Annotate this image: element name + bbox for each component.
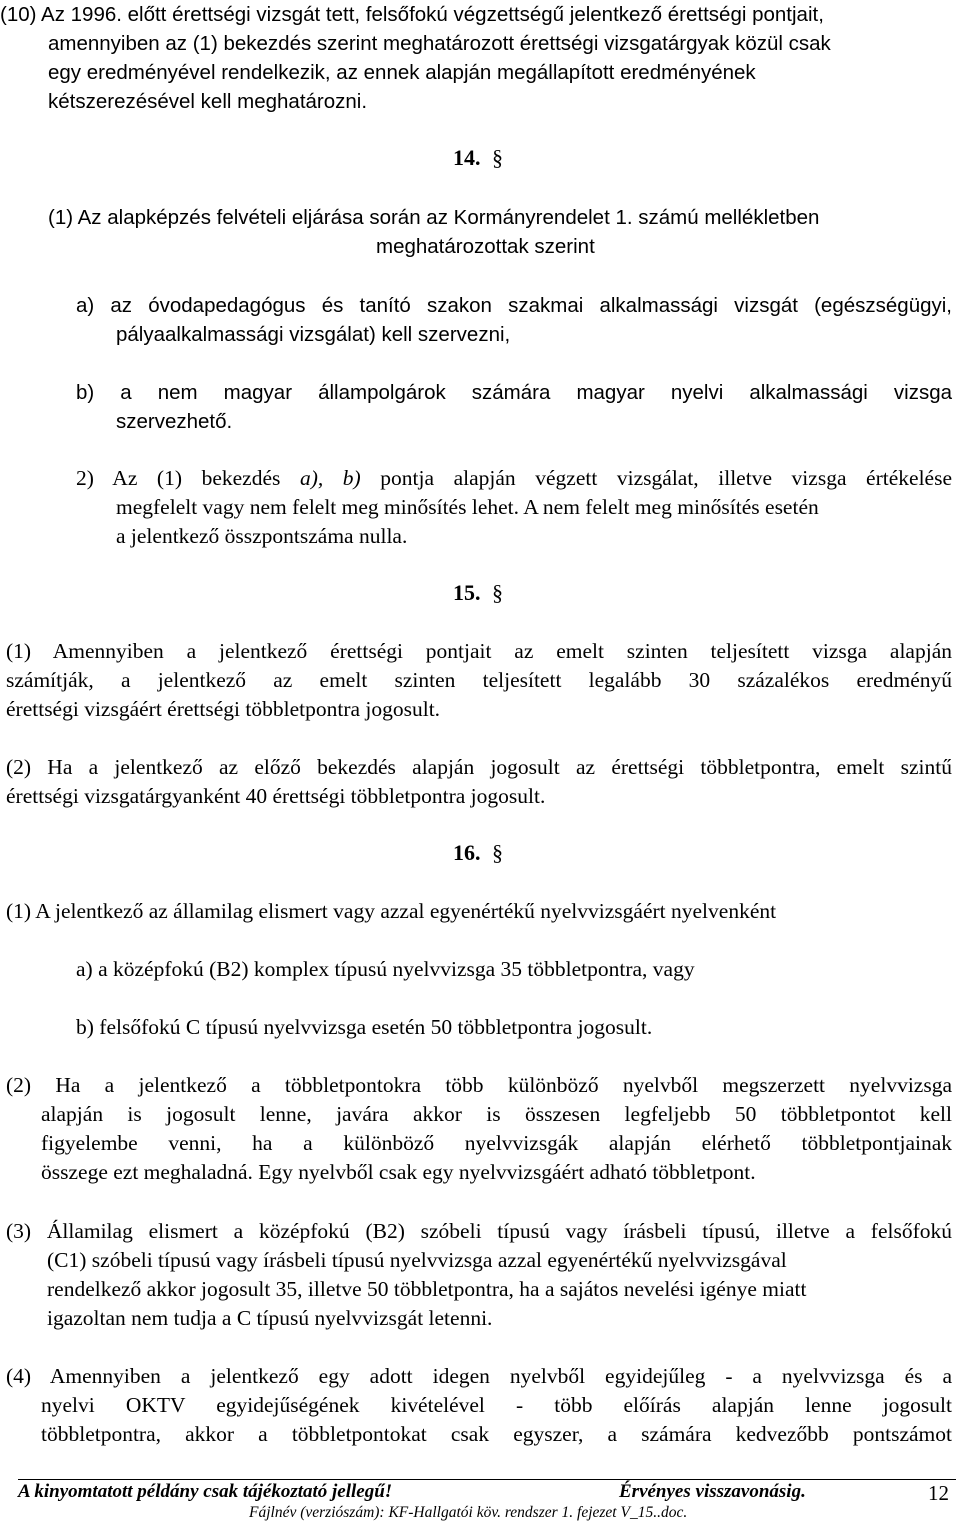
section-15-p2-line-2: érettségi vizsgatárgyanként 40 érettségi többletpontra jogosult. [6,784,546,808]
section-16-p2-line-4: összege ezt meghaladná. Egy nyelvből csak egy nyelvvizsgáért adható többletpont. [41,1160,756,1184]
section-14-item-a-line-1: a) az óvodapedagógus és tanító szakon szakmai alkalmassági vizsgát (egészségügyi, [76,294,952,317]
section-16-p3-line-3: rendelkező akkor jogosult 35, illetve 50 többletpontra, ha a sajátos nevelési igénye miatt [47,1277,807,1301]
section-16-p4-line-3: többletpontra, akkor a többletpontokat csak egyszer, a számára kedvezőbb pontszámot [41,1422,952,1446]
section-15-p2-line-1: (2) Ha a jelentkező az előző bekezdés alapján jogosult az érettségi többletpontra, emelt szintű [6,755,952,779]
section-14-item-a-line-2: pályaalkalmassági vizsgálat) kell szervezni, [116,323,511,346]
footer-filename: Fájlnév (verziószám): KF-Hallgatói köv. rendszer 1. fejezet V_15..doc. [249,1504,688,1521]
section-16-item-b: b) felsőfokú C típusú nyelvvizsga esetén 50 többletpontra jogosult. [76,1015,653,1039]
footer-divider [18,1479,956,1480]
footer-validity: Érvényes visszavonásig. [619,1481,806,1502]
section-16-p3-line-1: (3) Államilag elismert a középfokú (B2) szóbeli típusú vagy írásbeli típusú, illetve a felsőfokú [6,1219,952,1243]
section-15-p1-line-1: (1) Amennyiben a jelentkező érettségi pontjait az emelt szinten teljesített vizsga alapján [6,639,952,663]
section-16-p1: (1) A jelentkező az államilag elismert vagy azzal egyenértékű nyelvvizsgáért nyelvenként [6,899,777,923]
section-16-p4-line-2: nyelvi OKTV egyidejűségének kivételével - több előírás alapján lenne jogosult [41,1393,952,1417]
section-16-p3-line-4: igazoltan nem tudja a C típusú nyelvvizsgát letenni. [47,1306,493,1330]
para-10-line-2: amennyiben az (1) bekezdés szerint meghatározott érettségi vizsgatárgyak közül csak [48,32,831,55]
section-16-number: 16. [453,840,481,865]
section-16-p2-line-1: (2) Ha a jelentkező a többletpontokra több különböző nyelvből megszerzett nyelvvizsga [6,1073,952,1097]
section-14-sign: § [492,145,503,170]
section-16-item-a: a) a középfokú (B2) komplex típusú nyelvvizsga 35 többletpontra, vagy [76,957,695,981]
section-16-sign: § [492,840,503,865]
section-14-p2-line-3: a jelentkező összpontszáma nulla. [116,524,408,548]
para-10-line-4: kétszerezésével kell meghatározni. [48,90,368,113]
section-14-heading [453,145,503,171]
para-10-line-1: (10) Az 1996. előtt érettségi vizsgát tett, felsőfokú végzettségű jelentkező érettségi pontjait, [0,3,824,26]
page-number: 12 [928,1481,949,1505]
section-15-number: 15. [453,580,481,605]
section-14-p1-line-2: meghatározottak szerint [376,235,595,258]
section-14-p1-line-1: (1) Az alapképzés felvételi eljárása során az Kormányrendelet 1. számú mellékletben [48,206,820,229]
section-16-heading [453,840,503,866]
section-16-p2-line-3: figyelembe venni, ha a különböző nyelvvizsgák alapján elérhető többletpontjainak [41,1131,952,1155]
section-16-p3-line-2: (C1) szóbeli típusú vagy írásbeli típusú nyelvvizsga azzal egyenértékű nyelvvizsgával [47,1248,787,1272]
section-15-p1-line-3: érettségi vizsgáért érettségi többletpontra jogosult. [6,697,441,721]
section-16-p2-line-2: alapján is jogosult lenne, javára akkor is összesen legfeljebb 50 többletpontot kell [41,1102,952,1126]
para-10-line-3: egy eredményével rendelkezik, az ennek alapján megállapított eredményének [48,61,756,84]
section-16-p4-line-1: (4) Amennyiben a jelentkező egy adott idegen nyelvből egyidejűleg - a nyelvvizsga és a [6,1364,952,1388]
section-14-item-b-line-1: b) a nem magyar állampolgárok számára magyar nyelvi alkalmassági vizsga [76,381,952,404]
section-14-p2-line-2: megfelelt vagy nem felelt meg minősítés lehet. A nem felelt meg minősítés esetén [116,495,819,519]
section-14-number: 14. [453,145,481,170]
section-15-sign: § [492,580,503,605]
section-14-item-b-line-2: szervezhető. [116,410,233,433]
section-15-p1-line-2: számítják, a jelentkező az emelt szinten teljesített legalább 30 százalékos eredményű [6,668,952,692]
section-15-heading [453,580,503,606]
section-14-p2-line-1: 2) Az (1) bekezdés a), b) pontja alapján végzett vizsgálat, illetve vizsga értékelése [76,466,952,490]
footer-disclaimer: A kinyomtatott példány csak tájékoztató jellegű! [18,1481,393,1502]
